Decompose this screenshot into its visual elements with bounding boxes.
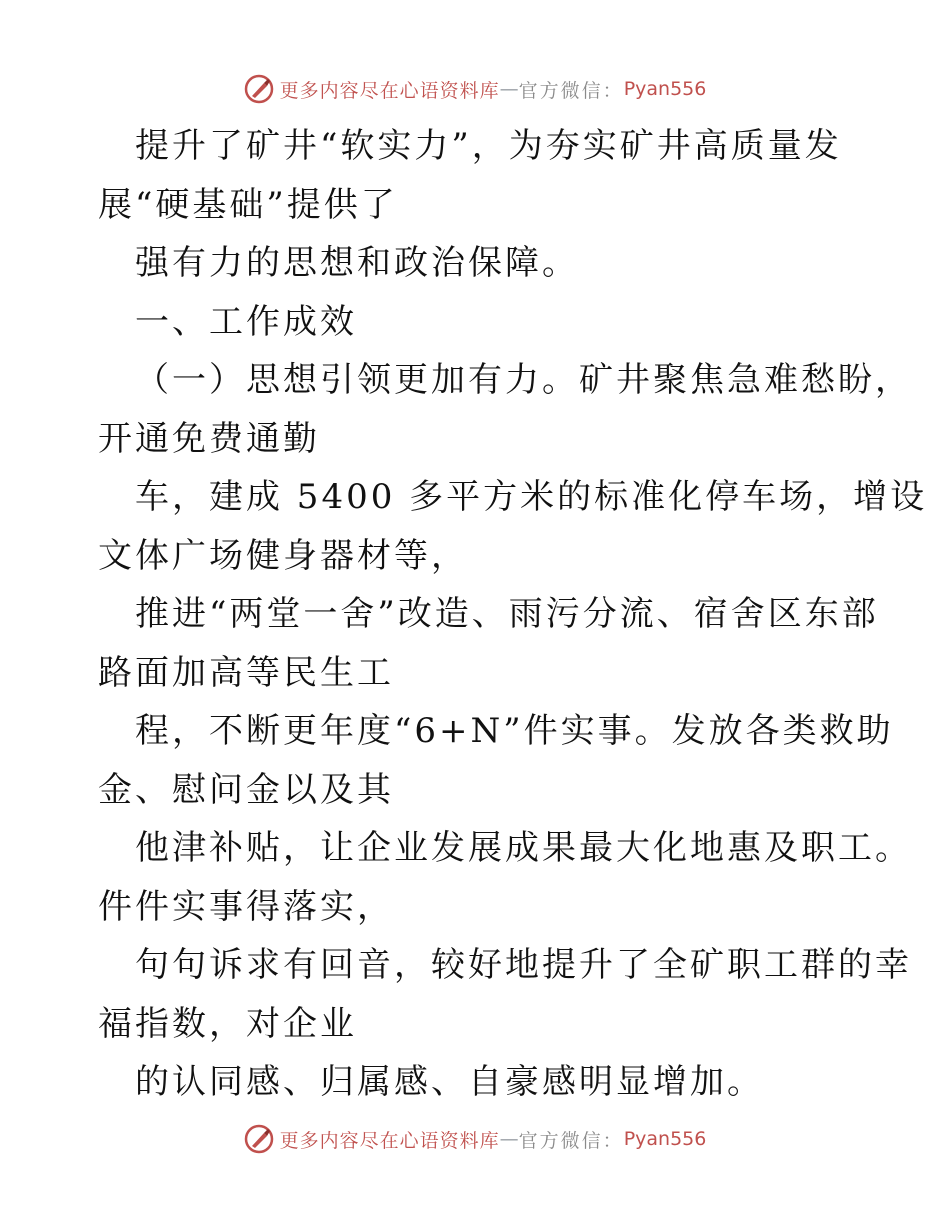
quill-logo-icon (244, 1124, 274, 1154)
text-line: 展“硬基础”提供了 (98, 184, 398, 225)
text-line: 路面加高等民生工 (98, 652, 394, 693)
document-body (98, 117, 928, 1112)
footer-watermark (0, 1122, 950, 1156)
text-line: 件件实事得落实， (98, 886, 394, 927)
text-line: 程，不断更年度“6+N”件实事。发放各类救助 (135, 711, 894, 751)
quill-logo-icon (244, 74, 274, 104)
text-line: 金、慰问金以及其 (98, 769, 394, 810)
watermark-dash: — (499, 78, 519, 100)
watermark-dash: — (499, 1128, 519, 1150)
watermark-main-text: 更多内容尽在心语资料库 (279, 79, 500, 102)
header-watermark (0, 72, 950, 106)
text-line: 文体广场健身器材等， (98, 535, 468, 576)
text-line: 提升了矿井“软实力”，为夯实矿井高质量发 (135, 126, 842, 166)
watermark-wechat-id: Pyan556 (623, 78, 707, 100)
text-line: 的认同感、归属感、自豪感明显增加。 (135, 1062, 764, 1102)
watermark-main-text: 更多内容尽在心语资料库 (279, 1129, 500, 1152)
text-line: 车，建成 5400 多平方米的标准化停车场，增设 (135, 477, 928, 517)
watermark-wechat-label: 官方微信： (518, 79, 624, 102)
watermark-wechat-id: Pyan556 (623, 1128, 707, 1150)
text-line: 推进“两堂一舍”改造、雨污分流、宿舍区东部 (135, 594, 879, 634)
text-line: 一、工作成效 (135, 301, 357, 342)
text-line: 福指数，对企业 (98, 1003, 357, 1044)
text-line: 开通免费通勤 (98, 418, 320, 459)
text-line: 强有力的思想和政治保障。 (135, 243, 579, 283)
text-line: 他津补贴，让企业发展成果最大化地惠及职工。 (135, 828, 912, 868)
watermark-wechat-label: 官方微信： (518, 1129, 624, 1152)
text-line: （一）思想引领更加有力。矿井聚焦急难愁盼， (135, 360, 912, 400)
text-line: 句句诉求有回音，较好地提升了全矿职工群的幸 (135, 945, 912, 985)
